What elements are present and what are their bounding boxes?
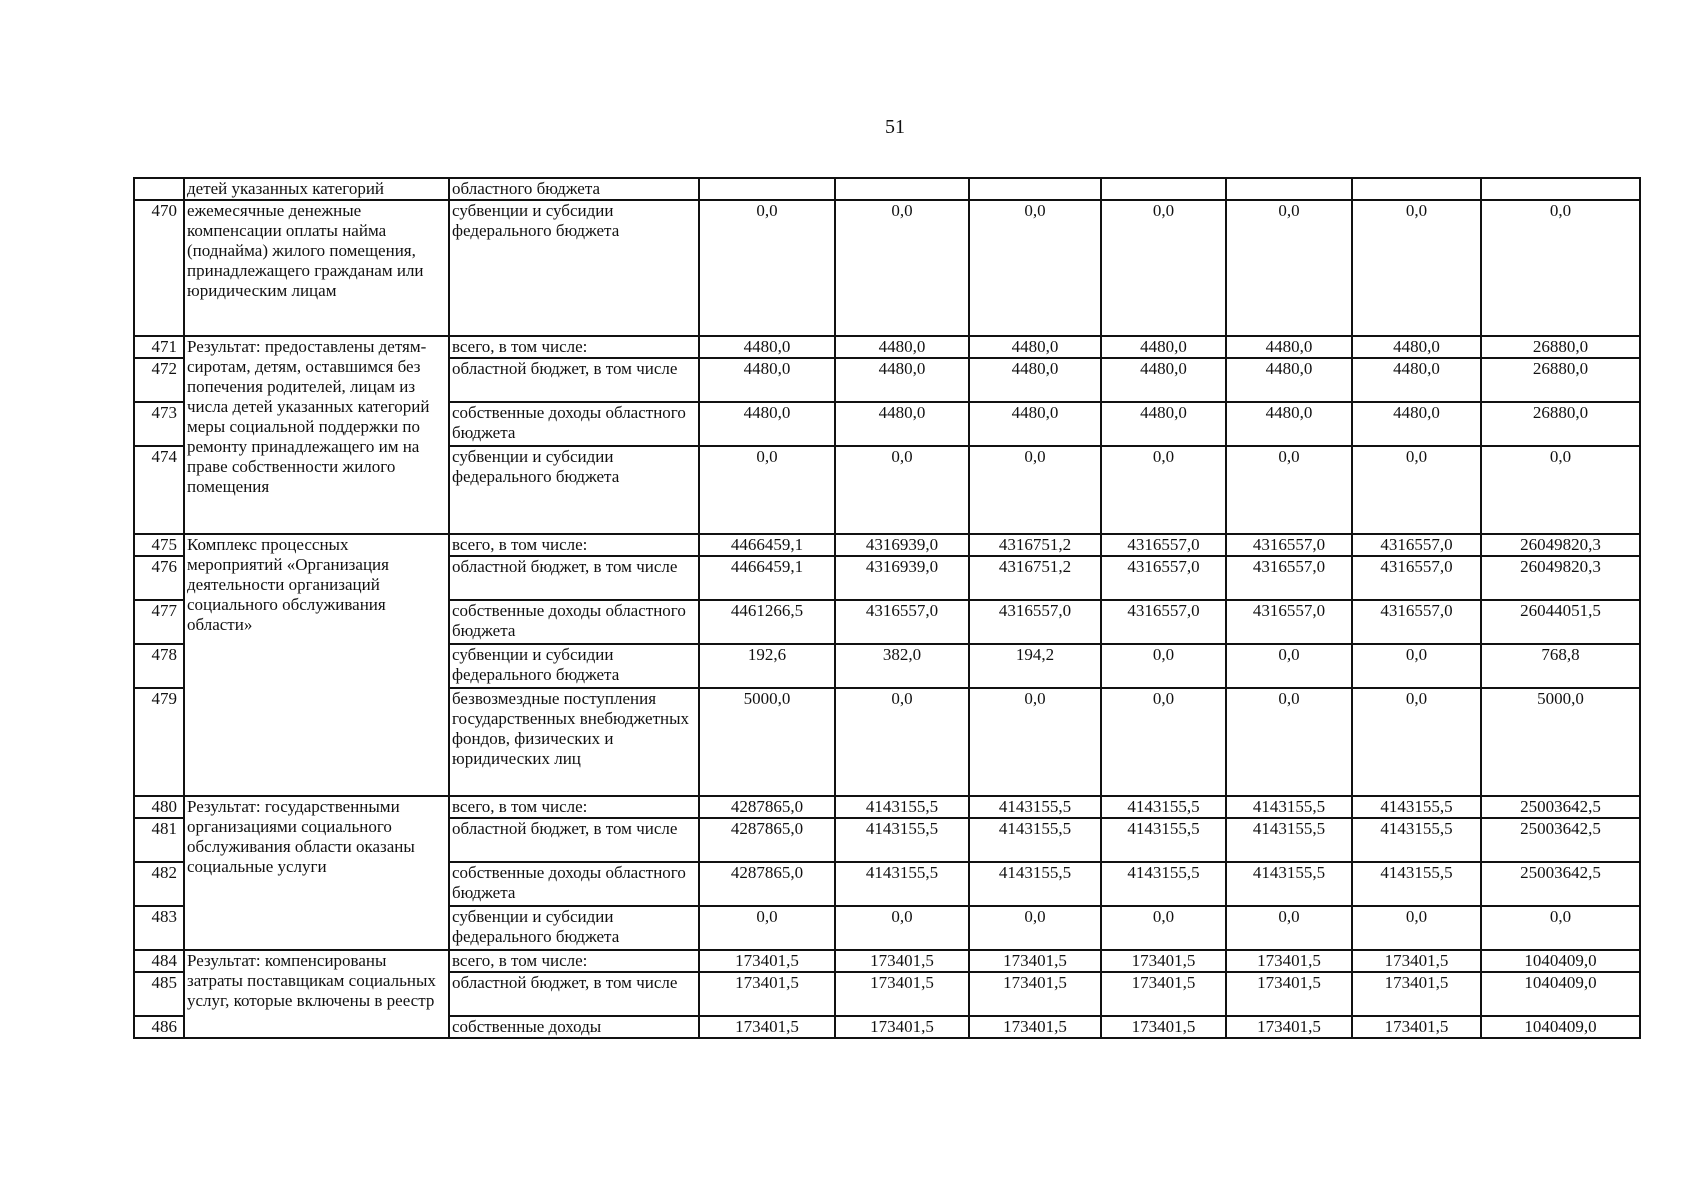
value-cell: 173401,5	[1101, 972, 1226, 1016]
row-number-cell: 481	[134, 818, 184, 862]
funding-source-cell: областной бюджет, в том числе	[449, 358, 699, 402]
value-cell: 382,0	[835, 644, 969, 688]
row-number-cell: 483	[134, 906, 184, 950]
value-cell: 4480,0	[1352, 402, 1481, 446]
value-cell: 5000,0	[1481, 688, 1640, 796]
value-cell: 0,0	[1352, 644, 1481, 688]
funding-source-cell: областной бюджет, в том числе	[449, 818, 699, 862]
funding-source-cell: безвозмездные поступления государственных внебюджетных фондов, физических и юридических лиц	[449, 688, 699, 796]
value-cell: 25003642,5	[1481, 862, 1640, 906]
value-cell: 0,0	[1352, 906, 1481, 950]
value-cell: 4316557,0	[835, 600, 969, 644]
value-cell: 4143155,5	[1101, 796, 1226, 818]
value-cell: 25003642,5	[1481, 796, 1640, 818]
funding-source-cell: всего, в том числе:	[449, 336, 699, 358]
result-name-cell: детей указанных категорий	[184, 178, 449, 200]
row-number-cell: 473	[134, 402, 184, 446]
row-number-cell: 478	[134, 644, 184, 688]
value-cell: 4480,0	[1101, 358, 1226, 402]
value-cell: 0,0	[1101, 644, 1226, 688]
value-cell: 0,0	[969, 906, 1101, 950]
funding-source-cell: собственные доходы областного бюджета	[449, 402, 699, 446]
funding-source-cell: собственные доходы областного бюджета	[449, 600, 699, 644]
value-cell: 1040409,0	[1481, 950, 1640, 972]
value-cell: 173401,5	[699, 972, 835, 1016]
row-number-cell: 474	[134, 446, 184, 534]
row-number-cell: 485	[134, 972, 184, 1016]
value-cell: 4316557,0	[1352, 556, 1481, 600]
value-cell: 26880,0	[1481, 358, 1640, 402]
value-cell: 4143155,5	[835, 796, 969, 818]
value-cell: 4480,0	[1101, 402, 1226, 446]
value-cell: 4287865,0	[699, 818, 835, 862]
value-cell: 0,0	[1226, 688, 1352, 796]
value-cell: 4480,0	[699, 402, 835, 446]
value-cell: 4143155,5	[969, 796, 1101, 818]
value-cell: 26044051,5	[1481, 600, 1640, 644]
value-cell: 0,0	[1101, 446, 1226, 534]
value-cell: 4466459,1	[699, 534, 835, 556]
table-row	[134, 200, 1640, 336]
value-cell: 4143155,5	[969, 818, 1101, 862]
value-cell: 0,0	[969, 200, 1101, 336]
value-cell: 4316939,0	[835, 534, 969, 556]
funding-source-cell: всего, в том числе:	[449, 950, 699, 972]
value-cell: 4287865,0	[699, 862, 835, 906]
value-cell: 173401,5	[835, 972, 969, 1016]
value-cell: 4480,0	[699, 336, 835, 358]
value-cell: 4316557,0	[1352, 534, 1481, 556]
value-cell: 0,0	[699, 446, 835, 534]
value-cell: 0,0	[835, 200, 969, 336]
value-cell: 4480,0	[835, 402, 969, 446]
value-cell: 4480,0	[1352, 358, 1481, 402]
value-cell: 0,0	[1352, 446, 1481, 534]
value-cell: 4480,0	[835, 336, 969, 358]
row-number-cell: 482	[134, 862, 184, 906]
row-number-cell: 484	[134, 950, 184, 972]
value-cell: 26049820,3	[1481, 534, 1640, 556]
budget-table	[133, 177, 1641, 1039]
value-cell: 4480,0	[969, 402, 1101, 446]
value-cell: 4143155,5	[1352, 796, 1481, 818]
page-number: 51	[885, 116, 905, 138]
row-number-cell: 470	[134, 200, 184, 336]
row-number-cell	[134, 178, 184, 200]
value-cell: 173401,5	[835, 1016, 969, 1038]
row-number-cell: 477	[134, 600, 184, 644]
value-cell: 4143155,5	[969, 862, 1101, 906]
row-number-cell: 479	[134, 688, 184, 796]
value-cell: 0,0	[1226, 200, 1352, 336]
value-cell: 4143155,5	[835, 862, 969, 906]
value-cell: 0,0	[1101, 688, 1226, 796]
value-cell: 4316557,0	[1352, 600, 1481, 644]
value-cell: 4143155,5	[835, 818, 969, 862]
funding-source-cell: всего, в том числе:	[449, 796, 699, 818]
value-cell: 26880,0	[1481, 402, 1640, 446]
value-cell: 4480,0	[969, 336, 1101, 358]
value-cell: 173401,5	[1352, 1016, 1481, 1038]
result-name-cell: ежемесячные денежные компенсации оплаты найма (поднайма) жилого помещения, принадлежащего гражданам или юридическим лицам	[184, 200, 449, 336]
value-cell: 0,0	[835, 688, 969, 796]
funding-source-cell: областной бюджет, в том числе	[449, 972, 699, 1016]
value-cell: 4316557,0	[1226, 556, 1352, 600]
value-cell: 0,0	[1481, 906, 1640, 950]
value-cell: 1040409,0	[1481, 972, 1640, 1016]
value-cell: 173401,5	[835, 950, 969, 972]
value-cell: 4143155,5	[1101, 862, 1226, 906]
value-cell: 173401,5	[969, 1016, 1101, 1038]
value-cell: 1040409,0	[1481, 1016, 1640, 1038]
value-cell: 4316751,2	[969, 534, 1101, 556]
value-cell: 4480,0	[1226, 402, 1352, 446]
value-cell: 0,0	[1481, 200, 1640, 336]
row-number-cell: 486	[134, 1016, 184, 1038]
value-cell: 4316751,2	[969, 556, 1101, 600]
value-cell: 26049820,3	[1481, 556, 1640, 600]
value-cell: 173401,5	[1226, 972, 1352, 1016]
value-cell: 26880,0	[1481, 336, 1640, 358]
funding-source-cell: областной бюджет, в том числе	[449, 556, 699, 600]
value-cell: 0,0	[1352, 200, 1481, 336]
row-number-cell: 476	[134, 556, 184, 600]
result-name-cell: Результат: предоставлены детям-сиротам, детям, оставшимся без попечения родителей, лицам из числа детей указанных категорий меры социальной поддержки по ремонту принадлежащего им на праве собственности жилого помещения	[184, 336, 449, 534]
value-cell: 173401,5	[1101, 1016, 1226, 1038]
value-cell: 0,0	[1226, 906, 1352, 950]
value-cell: 0,0	[1352, 688, 1481, 796]
funding-source-cell: субвенции и субсидии федерального бюджета	[449, 644, 699, 688]
value-cell: 4480,0	[969, 358, 1101, 402]
value-cell: 4316557,0	[1101, 534, 1226, 556]
value-cell: 194,2	[969, 644, 1101, 688]
value-cell: 4480,0	[1226, 336, 1352, 358]
table-row	[134, 796, 1640, 818]
row-number-cell: 480	[134, 796, 184, 818]
table-row	[134, 534, 1640, 556]
value-cell: 0,0	[969, 688, 1101, 796]
value-cell: 173401,5	[699, 950, 835, 972]
value-cell: 4316557,0	[969, 600, 1101, 644]
value-cell: 173401,5	[1101, 950, 1226, 972]
value-cell: 4316557,0	[1226, 600, 1352, 644]
value-cell: 4143155,5	[1226, 862, 1352, 906]
table-row	[134, 336, 1640, 358]
funding-source-cell: собственные доходы областного бюджета	[449, 862, 699, 906]
value-cell: 0,0	[1226, 644, 1352, 688]
value-cell: 4480,0	[1352, 336, 1481, 358]
value-cell: 4480,0	[699, 358, 835, 402]
value-cell: 4316557,0	[1101, 600, 1226, 644]
value-cell: 0,0	[699, 200, 835, 336]
value-cell: 768,8	[1481, 644, 1640, 688]
value-cell: 173401,5	[1226, 1016, 1352, 1038]
value-cell: 173401,5	[1226, 950, 1352, 972]
funding-source-cell: всего, в том числе:	[449, 534, 699, 556]
table-row-fragment	[134, 178, 1640, 200]
value-cell: 173401,5	[1352, 972, 1481, 1016]
row-number-cell: 472	[134, 358, 184, 402]
result-name-cell: Результат: государственными организациями социального обслуживания области оказаны социальные услуги	[184, 796, 449, 950]
value-cell: 0,0	[1101, 906, 1226, 950]
value-cell: 0,0	[1226, 446, 1352, 534]
funding-source-cell: субвенции и субсидии федерального бюджета	[449, 200, 699, 336]
value-cell: 25003642,5	[1481, 818, 1640, 862]
value-cell: 5000,0	[699, 688, 835, 796]
value-cell: 0,0	[969, 446, 1101, 534]
value-cell: 4480,0	[835, 358, 969, 402]
value-cell: 173401,5	[1352, 950, 1481, 972]
value-cell: 4316939,0	[835, 556, 969, 600]
table-row	[134, 950, 1640, 972]
value-cell: 4143155,5	[1226, 818, 1352, 862]
value-cell: 4143155,5	[1101, 818, 1226, 862]
funding-source-cell: субвенции и субсидии федерального бюджета	[449, 906, 699, 950]
value-cell: 0,0	[1101, 200, 1226, 336]
row-number-cell: 475	[134, 534, 184, 556]
value-cell: 4143155,5	[1226, 796, 1352, 818]
value-cell: 4480,0	[1226, 358, 1352, 402]
value-cell: 0,0	[1481, 446, 1640, 534]
funding-source-cell: субвенции и субсидии федерального бюджета	[449, 446, 699, 534]
value-cell: 4287865,0	[699, 796, 835, 818]
value-cell: 0,0	[835, 906, 969, 950]
value-cell: 4143155,5	[1352, 818, 1481, 862]
value-cell: 192,6	[699, 644, 835, 688]
value-cell: 173401,5	[699, 1016, 835, 1038]
value-cell: 4480,0	[1101, 336, 1226, 358]
value-cell: 4466459,1	[699, 556, 835, 600]
value-cell: 4316557,0	[1226, 534, 1352, 556]
funding-source-cell: областного бюджета	[449, 178, 699, 200]
value-cell: 0,0	[699, 906, 835, 950]
value-cell: 4461266,5	[699, 600, 835, 644]
value-cell: 173401,5	[969, 950, 1101, 972]
value-cell: 4143155,5	[1352, 862, 1481, 906]
value-cell: 4316557,0	[1101, 556, 1226, 600]
row-number-cell: 471	[134, 336, 184, 358]
result-name-cell: Комплекс процессных мероприятий «Организация деятельности организаций социального обслуживания области»	[184, 534, 449, 796]
result-name-cell: Результат: компенсированы затраты поставщикам социальных услуг, которые включены в реестр	[184, 950, 449, 1038]
value-cell: 0,0	[835, 446, 969, 534]
value-cell: 173401,5	[969, 972, 1101, 1016]
funding-source-cell: собственные доходы	[449, 1016, 699, 1038]
